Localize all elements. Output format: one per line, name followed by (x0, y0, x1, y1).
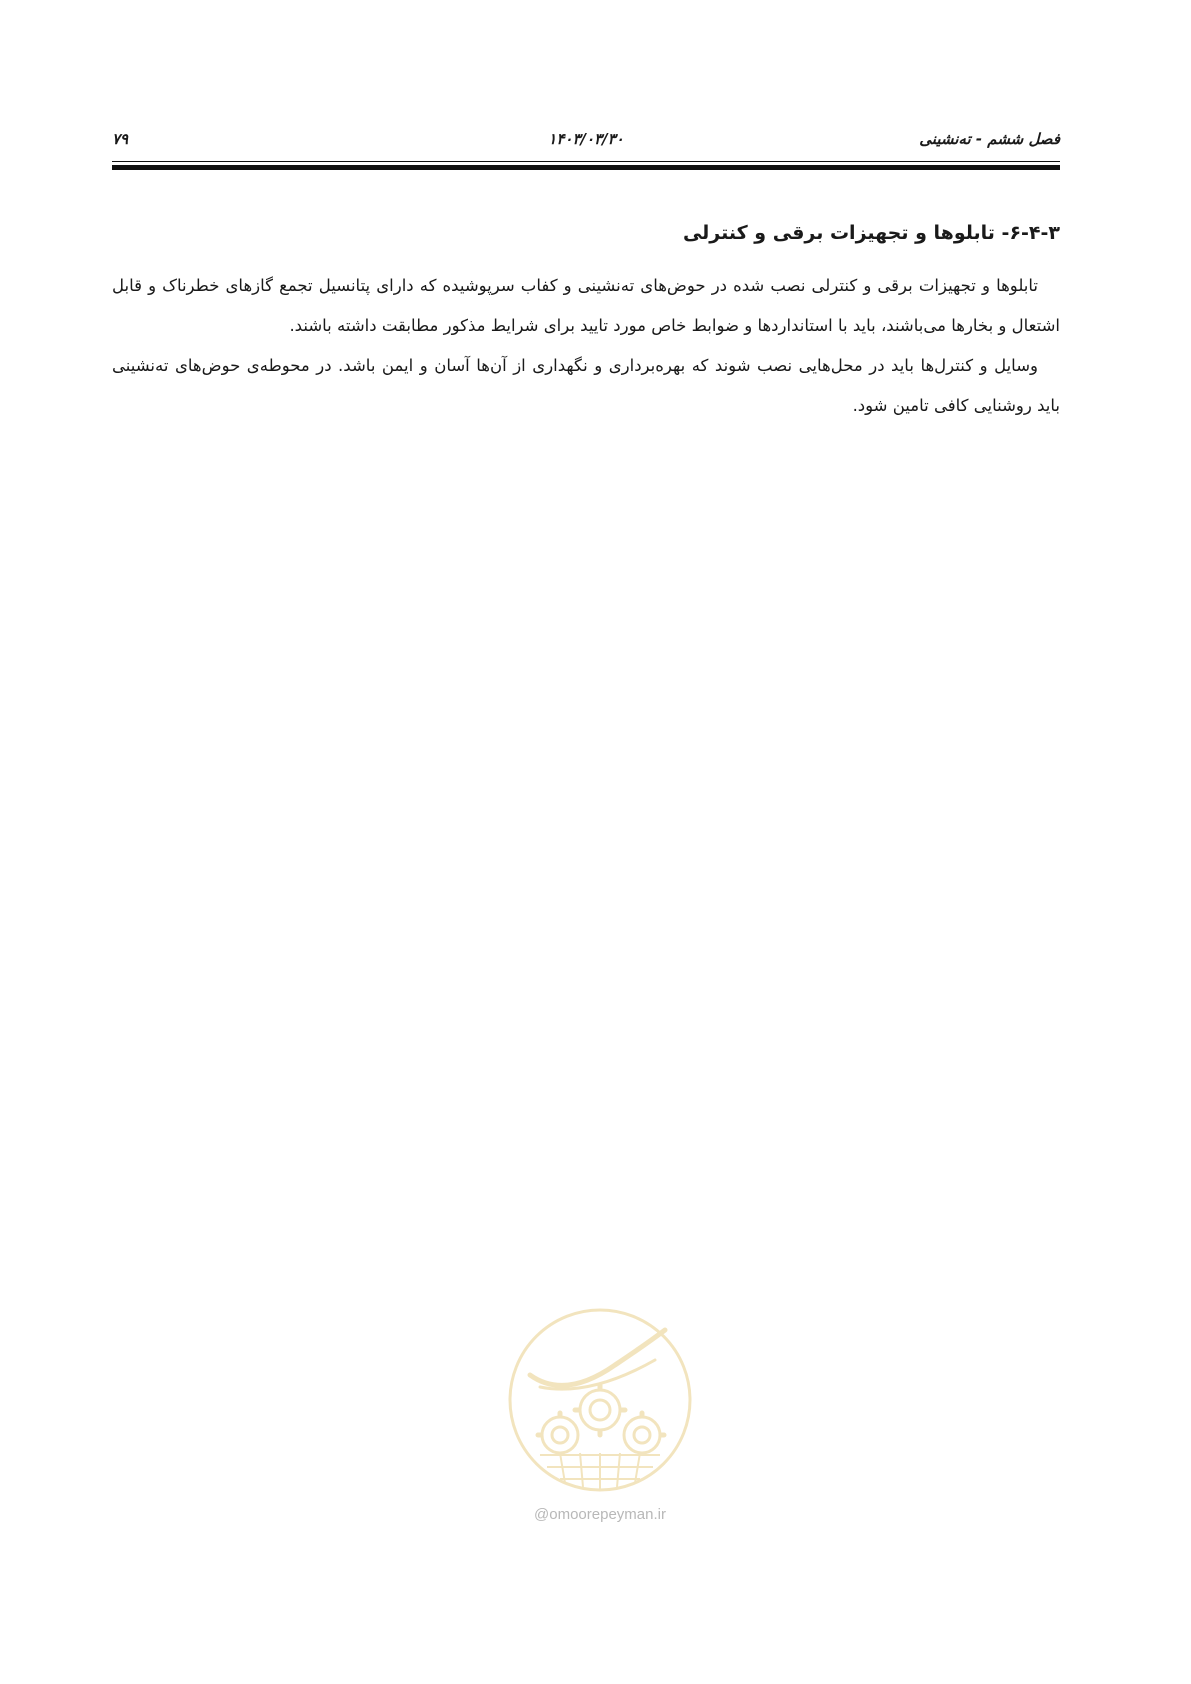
section-heading: ۶-۴-۳- تابلوها و تجهیزات برقی و کنترلی (682, 222, 1060, 244)
page-number: ۷۹ (112, 130, 129, 148)
chapter-title: فصل ششم - ته‌نشینی (919, 130, 1060, 148)
watermark-url: @omoorepeyman.ir (534, 1506, 666, 1523)
paragraph-1: تابلوها و تجهیزات برقی و کنترلی نصب شده در حوض‌های ته‌نشینی و کفاب سرپوشیده که دارای پتانسیل تجمع گازهای خطرناک و قابل اشتعال و بخارها می‌باشند، باید با استانداردها و ضوابط خاص مورد تایید برای شرایط مذکور مطابقت داشته باشند. (112, 276, 1060, 335)
watermark-logo (505, 1305, 695, 1495)
header-rule-thin (112, 161, 1060, 162)
header-date: ۱۴۰۳/۰۳/۳۰ (548, 130, 624, 148)
header-rule-thick (112, 165, 1060, 170)
page-header (112, 128, 1060, 156)
paragraph-2: وسایل و کنترل‌ها باید در محل‌هایی نصب شوند که بهره‌برداری و نگهداری از آن‌ها آسان و ایمن باشد. در محوطه‌ی حوض‌های ته‌نشینی باید روشنایی کافی تامین شود. (112, 356, 1060, 415)
section-content (112, 218, 1060, 426)
